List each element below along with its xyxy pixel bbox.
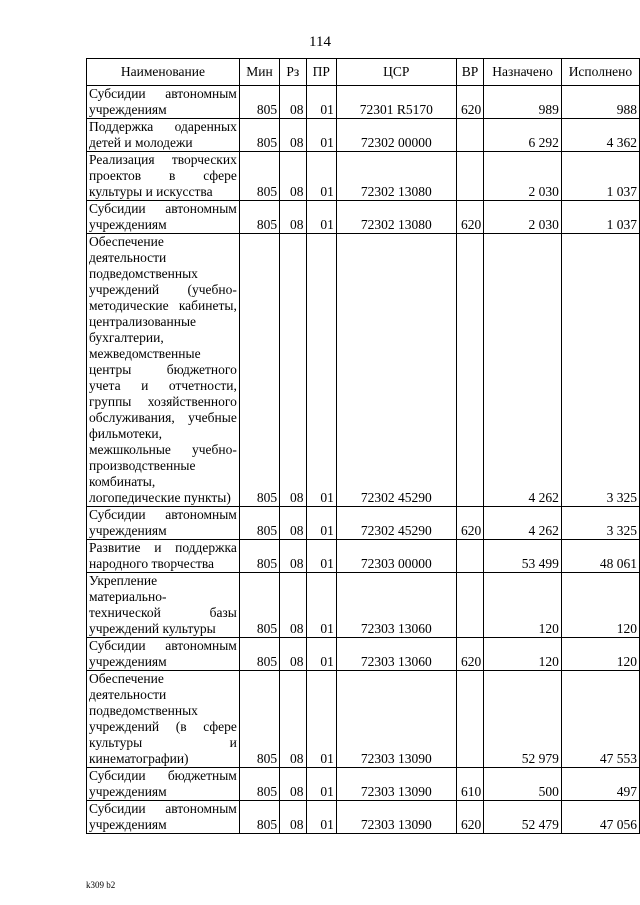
- cell-csr: 72302 45290: [336, 507, 456, 540]
- cell-csr: 72303 13090: [336, 768, 456, 801]
- header-assigned: Назначено: [484, 59, 562, 86]
- table-row: [87, 507, 640, 540]
- cell-min: 805: [239, 638, 279, 671]
- cell-pr: 01: [306, 86, 336, 119]
- cell-rz: 08: [280, 540, 306, 573]
- header-rz: Рз: [280, 59, 306, 86]
- cell-name: Развитие и поддержка народного творчества: [87, 540, 240, 573]
- cell-min: 805: [239, 86, 279, 119]
- cell-min: 805: [239, 801, 279, 834]
- cell-pr: 01: [306, 234, 336, 507]
- cell-min: 805: [239, 573, 279, 638]
- table-row: [87, 152, 640, 201]
- cell-vr: 620: [456, 507, 484, 540]
- cell-name: Поддержка одаренных детей и молодежи: [87, 119, 240, 152]
- cell-name: Субсидии автономным учреждениям: [87, 507, 240, 540]
- cell-executed: 47 553: [561, 671, 639, 768]
- cell-assigned: 120: [484, 573, 562, 638]
- page-number: 114: [309, 34, 331, 50]
- cell-min: 805: [239, 119, 279, 152]
- cell-name: Субсидии автономным учреждениям: [87, 86, 240, 119]
- cell-rz: 08: [280, 86, 306, 119]
- cell-pr: 01: [306, 540, 336, 573]
- cell-assigned: 989: [484, 86, 562, 119]
- cell-assigned: 52 479: [484, 801, 562, 834]
- table-row: [87, 201, 640, 234]
- cell-csr: 72303 00000: [336, 540, 456, 573]
- cell-executed: 4 362: [561, 119, 639, 152]
- cell-min: 805: [239, 671, 279, 768]
- cell-assigned: 120: [484, 638, 562, 671]
- cell-executed: 47 056: [561, 801, 639, 834]
- cell-name: Субсидии автономным учреждениям: [87, 201, 240, 234]
- cell-csr: 72302 00000: [336, 119, 456, 152]
- cell-rz: 08: [280, 201, 306, 234]
- cell-executed: 3 325: [561, 507, 639, 540]
- cell-assigned: 4 262: [484, 507, 562, 540]
- cell-rz: 08: [280, 507, 306, 540]
- header-vr: ВР: [456, 59, 484, 86]
- table-row: [87, 638, 640, 671]
- cell-csr: 72303 13060: [336, 638, 456, 671]
- cell-executed: 1 037: [561, 201, 639, 234]
- cell-pr: 01: [306, 573, 336, 638]
- cell-vr: 620: [456, 86, 484, 119]
- cell-name: Субсидии бюджетным учреждениям: [87, 768, 240, 801]
- cell-name: Реализация творческих проектов в сфере культуры и искусства: [87, 152, 240, 201]
- cell-csr: 72301 R5170: [336, 86, 456, 119]
- cell-rz: 08: [280, 152, 306, 201]
- table-row: [87, 119, 640, 152]
- cell-pr: 01: [306, 768, 336, 801]
- cell-assigned: 500: [484, 768, 562, 801]
- cell-assigned: 2 030: [484, 201, 562, 234]
- cell-csr: 72303 13090: [336, 801, 456, 834]
- cell-pr: 01: [306, 152, 336, 201]
- cell-assigned: 53 499: [484, 540, 562, 573]
- cell-name: Субсидии автономным учреждениям: [87, 801, 240, 834]
- cell-name: Укрепление материально-технической базы учреждений культуры: [87, 573, 240, 638]
- cell-min: 805: [239, 152, 279, 201]
- cell-pr: 01: [306, 201, 336, 234]
- cell-rz: 08: [280, 234, 306, 507]
- cell-pr: 01: [306, 801, 336, 834]
- cell-executed: 48 061: [561, 540, 639, 573]
- cell-executed: 497: [561, 768, 639, 801]
- table-header-row: [87, 59, 640, 86]
- header-executed: Исполнено: [561, 59, 639, 86]
- cell-vr: 620: [456, 638, 484, 671]
- header-name: Наименование: [87, 59, 240, 86]
- cell-rz: 08: [280, 573, 306, 638]
- cell-min: 805: [239, 540, 279, 573]
- footer-mark: k309 b2: [86, 880, 116, 890]
- cell-pr: 01: [306, 638, 336, 671]
- cell-name: Обеспечение деятельности подведомственных учреждений (учебно-методические кабинеты, централизованные бухгалтерии, межведомственные центры бюджетного учета и отчетности, группы хозяйственного обслуживания, учебные фильмотеки, межшкольные учебно-производственные комбинаты, логопедические пункты): [87, 234, 240, 507]
- cell-assigned: 4 262: [484, 234, 562, 507]
- cell-vr: [456, 540, 484, 573]
- cell-vr: [456, 671, 484, 768]
- cell-executed: 988: [561, 86, 639, 119]
- cell-vr: 610: [456, 768, 484, 801]
- cell-name: Обеспечение деятельности подведомственных учреждений (в сфере культуры и кинематографии): [87, 671, 240, 768]
- table-row: [87, 768, 640, 801]
- cell-min: 805: [239, 201, 279, 234]
- cell-pr: 01: [306, 119, 336, 152]
- budget-table: [86, 58, 640, 834]
- cell-vr: [456, 119, 484, 152]
- cell-vr: [456, 152, 484, 201]
- cell-executed: 3 325: [561, 234, 639, 507]
- cell-min: 805: [239, 768, 279, 801]
- table-row: [87, 540, 640, 573]
- cell-csr: 72303 13060: [336, 573, 456, 638]
- cell-executed: 120: [561, 573, 639, 638]
- cell-vr: [456, 573, 484, 638]
- cell-rz: 08: [280, 638, 306, 671]
- cell-vr: [456, 234, 484, 507]
- cell-rz: 08: [280, 119, 306, 152]
- table-row: [87, 234, 640, 507]
- cell-rz: 08: [280, 671, 306, 768]
- table-row: [87, 671, 640, 768]
- table-row: [87, 573, 640, 638]
- cell-assigned: 6 292: [484, 119, 562, 152]
- cell-executed: 1 037: [561, 152, 639, 201]
- cell-assigned: 52 979: [484, 671, 562, 768]
- cell-vr: 620: [456, 201, 484, 234]
- header-pr: ПР: [306, 59, 336, 86]
- cell-pr: 01: [306, 507, 336, 540]
- cell-rz: 08: [280, 801, 306, 834]
- header-csr: ЦСР: [336, 59, 456, 86]
- cell-executed: 120: [561, 638, 639, 671]
- cell-rz: 08: [280, 768, 306, 801]
- cell-pr: 01: [306, 671, 336, 768]
- cell-vr: 620: [456, 801, 484, 834]
- cell-csr: 72302 45290: [336, 234, 456, 507]
- cell-assigned: 2 030: [484, 152, 562, 201]
- header-min: Мин: [239, 59, 279, 86]
- cell-name: Субсидии автономным учреждениям: [87, 638, 240, 671]
- cell-min: 805: [239, 234, 279, 507]
- table-row: [87, 86, 640, 119]
- cell-csr: 72302 13080: [336, 152, 456, 201]
- cell-csr: 72302 13080: [336, 201, 456, 234]
- table-row: [87, 801, 640, 834]
- cell-csr: 72303 13090: [336, 671, 456, 768]
- cell-min: 805: [239, 507, 279, 540]
